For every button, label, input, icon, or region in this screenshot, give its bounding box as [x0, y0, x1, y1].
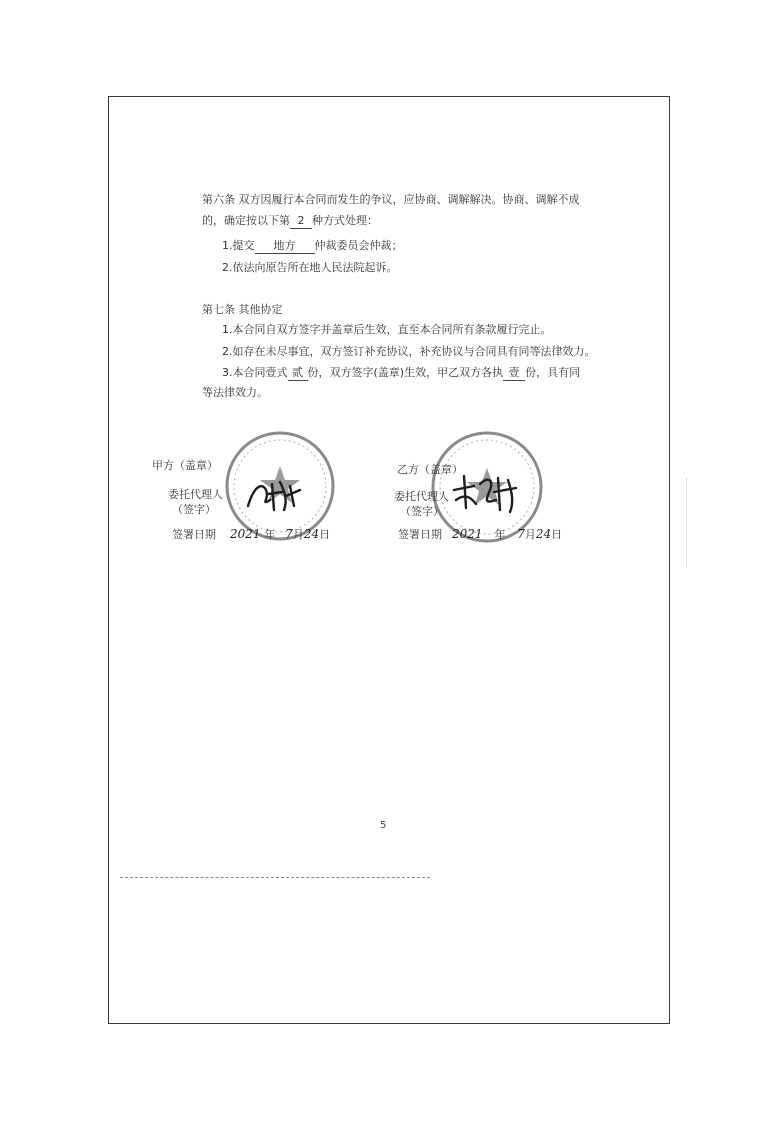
- article6-line1: 第六条 双方因履行本合同而发生的争议，应协商、调解解决。协商、调解不成: [202, 193, 580, 206]
- party-a-agent-label: 委托代理人: [168, 488, 223, 501]
- party-a-label: 甲方（盖章）: [152, 459, 218, 472]
- article7-item2: 2.如存在未尽事宜，双方签订补充协议，补充协议与合同具有同等法律效力。: [222, 345, 596, 358]
- item3-prefix: 3.本合同壹式: [222, 366, 288, 379]
- party-a-signature: [244, 476, 304, 516]
- page-frame: [108, 96, 670, 1024]
- party-a-sign-label: （签字）: [172, 503, 216, 516]
- party-a-day-suffix: 日: [319, 528, 331, 541]
- party-a-date-day: 24: [303, 527, 320, 541]
- article7-item3: [222, 366, 580, 381]
- article6-line2-suffix: 种方式处理：: [312, 214, 378, 227]
- party-b-date-year: 2021: [452, 527, 483, 541]
- article7-title: 第七条 其他协定: [202, 303, 283, 316]
- total-copies: 贰: [288, 366, 308, 381]
- party-b-day-suffix: 日: [551, 528, 563, 541]
- party-b-sign-label: （签字）: [400, 505, 444, 518]
- option1-suffix: 仲裁委员会仲裁；: [314, 239, 403, 252]
- party-a-month-suffix: 月: [292, 528, 304, 541]
- arbitration-location: 地方: [255, 239, 315, 254]
- article6-line2: [202, 214, 378, 229]
- party-a-year-suffix: 年: [264, 528, 276, 541]
- party-a-date-month: 7: [285, 527, 293, 541]
- party-b-date: [452, 527, 562, 542]
- party-a-date: [230, 527, 330, 542]
- party-b-month-suffix: 月: [524, 528, 536, 541]
- article6-line2-prefix: 的，确定按以下第: [202, 214, 290, 227]
- option1-prefix: 1.提交: [222, 239, 255, 252]
- party-b-agent-label: 委托代理人: [394, 490, 449, 503]
- copies-each: 壹: [503, 366, 525, 381]
- party-a-date-year: 2021: [230, 527, 261, 541]
- party-b-date-month: 7: [517, 527, 525, 541]
- party-a-date-label: 签署日期: [172, 528, 216, 541]
- item3-mid: 份，双方签字(盖章)生效，甲乙双方各执: [307, 366, 504, 379]
- page-number: 5: [380, 820, 387, 831]
- party-b-date-day: 24: [535, 527, 552, 541]
- article6-option1: [222, 239, 403, 254]
- margin-scan-mark: [686, 478, 693, 568]
- item3-suffix: 份，具有同: [525, 366, 581, 379]
- party-b-year-suffix: 年: [494, 528, 506, 541]
- dispute-method-number: 2: [290, 214, 312, 229]
- article7-item1: 1.本合同自双方签字并盖章后生效，直至本合同所有条款履行完止。: [222, 323, 552, 336]
- party-b-signature: [450, 470, 522, 516]
- party-b-label: 乙方（盖章）: [397, 463, 463, 476]
- article6-option2: 2.依法向原告所在地人民法院起诉。: [222, 261, 398, 274]
- party-b-date-label: 签署日期: [398, 528, 442, 541]
- scan-divider-line: [120, 877, 430, 878]
- article7-item3-line2: 等法律效力。: [202, 386, 268, 399]
